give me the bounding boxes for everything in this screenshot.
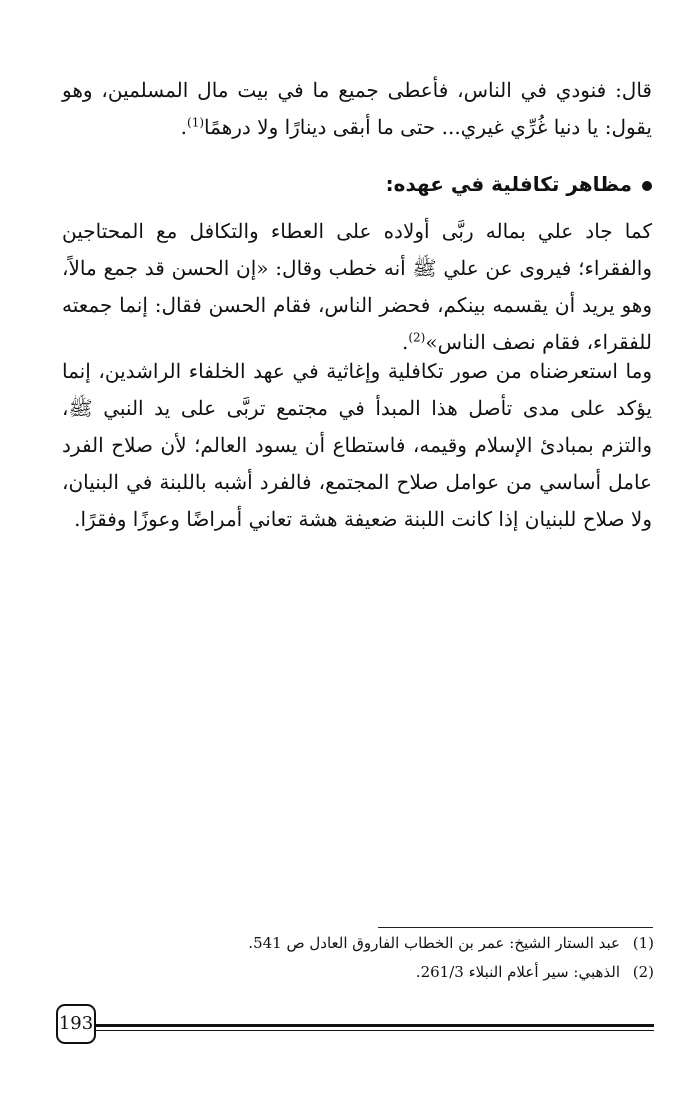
paragraph-2 xyxy=(62,213,652,361)
page-number: 193 xyxy=(56,1004,96,1044)
paragraph-1-end: . xyxy=(180,115,188,139)
paragraph-1 xyxy=(62,72,652,146)
footnote-2 xyxy=(234,961,654,983)
footnote-1-text: عبد الستار الشيخ: عمر بن الخطاب الفاروق العادل ص 541. xyxy=(248,934,620,952)
paragraph-2-text: كما جاد علي بماله ربَّى أولاده على العطاء والتكافل مع المحتاجين والفقراء؛ فيروى عن علي ﷺ أنه خطب وقال: «إن الحسن قد جمع مالاً، وهو يريد أن يقسمه بينكم، فحضر الناس، فقام الحسن فقال: إنما جمعته للفقراء، فقام نصف الناس» xyxy=(62,219,652,354)
section-heading-text: مظاهر تكافلية في عهده: xyxy=(385,172,632,196)
paragraph-2-end: . xyxy=(401,330,409,354)
footnote-ref-1: (1) xyxy=(187,115,205,130)
page-footer-rule-thick xyxy=(96,1024,654,1027)
footnote-2-number: (2) xyxy=(632,963,654,981)
paragraph-3: وما استعرضناه من صور تكافلية وإغاثية في عهد الخلفاء الراشدين، إنما يؤكد على مدى تأصل هذا المبدأ في مجتمع تربَّى على يد النبي ﷺ، والتزم بمبادئ الإسلام وقيمه، فاستطاع أن يسود العالم؛ لأن صلاح الفرد عامل أساسي من عوامل صلاح المجتمع، فالفرد أشبه باللبنة في البنيان، ولا صلاح للبنيان إذا كانت اللبنة ضعيفة هشة تعاني أمراضًا وعوزًا وفقرًا. xyxy=(62,359,652,531)
section-heading xyxy=(386,167,652,201)
footnote-1-number: (1) xyxy=(632,934,654,952)
footnote-2-text: الذهبي: سير أعلام النبلاء 261/3. xyxy=(415,963,620,981)
footnote-ref-2: (2) xyxy=(408,330,426,345)
footnote-1 xyxy=(234,932,654,954)
footnote-separator xyxy=(378,927,653,928)
bullet-icon xyxy=(642,181,652,191)
paragraph-1-text: قال: فنودي في الناس، فأعطى جميع ما في بيت مال المسلمين، وهو يقول: يا دنيا غُرِّي غيري... حتى ما أبقى دينارًا ولا درهمًا xyxy=(62,78,652,139)
page-footer-rule-thin xyxy=(96,1030,654,1031)
